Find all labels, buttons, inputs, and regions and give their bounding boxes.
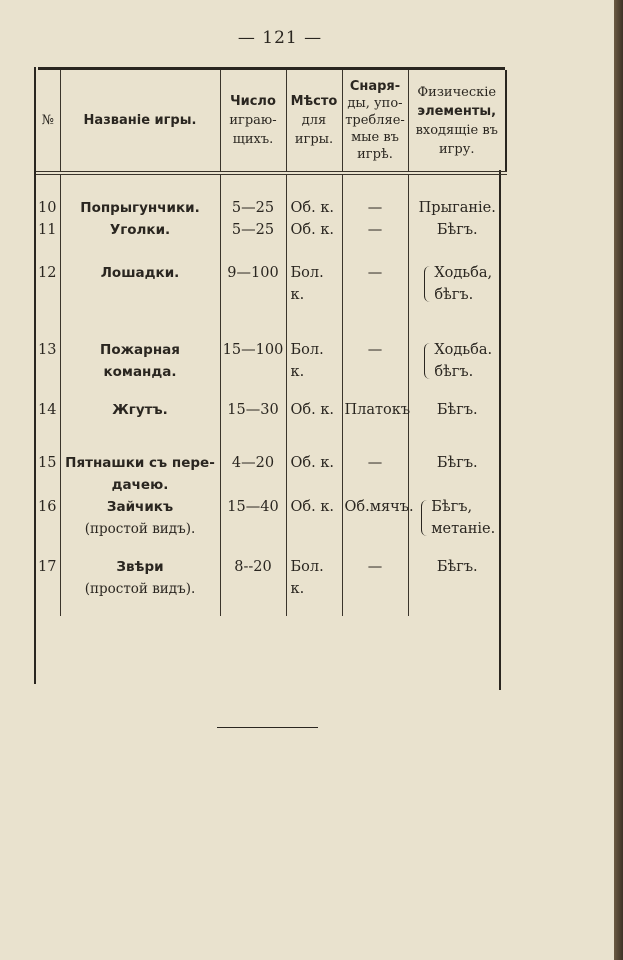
row-element: бѣгъ. bbox=[434, 364, 474, 380]
row-elements bbox=[408, 556, 506, 616]
row-element: Ходьба, bbox=[434, 265, 493, 281]
header-number: № bbox=[36, 70, 60, 173]
header-game-name: Названіе игры. bbox=[60, 70, 220, 173]
row-equipment: — bbox=[342, 262, 408, 339]
footer-rule bbox=[217, 727, 318, 728]
row-equipment: — bbox=[342, 556, 408, 616]
row-equipment: — bbox=[342, 173, 408, 219]
row-element: бѣгъ. bbox=[434, 287, 474, 303]
header-place: Мѣсто для игры. bbox=[286, 70, 342, 173]
row-element: Бѣгъ. bbox=[436, 455, 478, 471]
row-place: Об. к. bbox=[286, 399, 342, 452]
table-row bbox=[36, 452, 506, 496]
row-players: 4—20 bbox=[220, 452, 286, 496]
row-game-name: Жгутъ. bbox=[60, 399, 220, 452]
table-row bbox=[36, 173, 506, 219]
row-elements-list bbox=[422, 339, 492, 383]
row-players: 5—25 bbox=[220, 173, 286, 219]
table-row bbox=[36, 339, 506, 399]
table-row bbox=[36, 496, 506, 556]
row-game-name: Звѣри (простой видъ). bbox=[60, 556, 220, 616]
row-players: 15—30 bbox=[220, 399, 286, 452]
row-equipment: Платокъ bbox=[342, 399, 408, 452]
row-element: Бѣгъ. bbox=[436, 559, 478, 575]
row-element: Бѣгъ. bbox=[436, 222, 478, 238]
table-row bbox=[36, 219, 506, 262]
row-number: 13 bbox=[36, 339, 60, 399]
row-players: 15—40 bbox=[220, 496, 286, 556]
row-element: Ходьба. bbox=[434, 342, 493, 358]
row-element: Бѣгъ. bbox=[436, 402, 478, 418]
row-equipment: Об.мячъ. bbox=[342, 496, 408, 556]
row-number: 11 bbox=[36, 219, 60, 262]
row-elements bbox=[408, 219, 506, 262]
games-table bbox=[36, 70, 506, 616]
row-place: Об. к. bbox=[286, 219, 342, 262]
page-number: — 121 — bbox=[237, 28, 323, 48]
row-game-name: Уголки. bbox=[60, 219, 220, 262]
row-number: 12 bbox=[36, 262, 60, 339]
row-place: Об. к. bbox=[286, 173, 342, 219]
row-elements-list bbox=[411, 556, 505, 578]
header-elements: Физическіе элементы, входящіе въ игру. bbox=[408, 70, 506, 173]
row-elements bbox=[408, 496, 506, 556]
row-elements-list bbox=[419, 496, 495, 540]
row-game-subtitle: (простой видъ). bbox=[84, 521, 196, 537]
row-place: Об. к. bbox=[286, 496, 342, 556]
row-players: 15—100 bbox=[220, 339, 286, 399]
row-elements bbox=[408, 339, 506, 399]
row-place: Бол. к. bbox=[286, 556, 342, 616]
row-number: 15 bbox=[36, 452, 60, 496]
row-players: 5—25 bbox=[220, 219, 286, 262]
row-elements-list bbox=[422, 262, 492, 306]
row-place: Бол. к. bbox=[286, 339, 342, 399]
row-elements-list bbox=[411, 399, 505, 421]
row-game-name: Зайчикъ (простой видъ). bbox=[60, 496, 220, 556]
row-equipment: — bbox=[342, 219, 408, 262]
row-game-subtitle: (простой видъ). bbox=[84, 581, 196, 597]
row-element: Бѣгъ, bbox=[431, 499, 473, 515]
row-number: 17 bbox=[36, 556, 60, 616]
row-place: Об. к. bbox=[286, 452, 342, 496]
header-row bbox=[36, 70, 506, 173]
row-game-name: Попрыгунчики. bbox=[60, 173, 220, 219]
header-equipment: Снаря- ды, упо- требляе- мые въ игрѣ. bbox=[342, 70, 408, 173]
row-players: 8--20 bbox=[220, 556, 286, 616]
row-element: Прыганіе. bbox=[418, 200, 496, 216]
header-players: Число играю- щихъ. bbox=[220, 70, 286, 173]
row-game-name: Пожарная команда. bbox=[60, 339, 220, 399]
table-row bbox=[36, 262, 506, 339]
row-equipment: — bbox=[342, 452, 408, 496]
row-game-name: Лошадки. bbox=[60, 262, 220, 339]
row-number: 14 bbox=[36, 399, 60, 452]
row-elements-list bbox=[411, 219, 505, 241]
row-elements bbox=[408, 399, 506, 452]
row-elements-list bbox=[411, 452, 505, 474]
row-element: метаніе. bbox=[431, 521, 496, 537]
row-game-name: Пятнашки съ пере-дачею. bbox=[60, 452, 220, 496]
row-elements-list bbox=[411, 197, 505, 219]
row-players: 9—100 bbox=[220, 262, 286, 339]
row-place: Бол. к. bbox=[286, 262, 342, 339]
table-row bbox=[36, 556, 506, 616]
row-number: 10 bbox=[36, 173, 60, 219]
table-row bbox=[36, 399, 506, 452]
row-elements bbox=[408, 173, 506, 219]
row-number: 16 bbox=[36, 496, 60, 556]
row-elements bbox=[408, 452, 506, 496]
page-edge bbox=[614, 0, 623, 960]
row-elements bbox=[408, 262, 506, 339]
row-equipment: — bbox=[342, 339, 408, 399]
